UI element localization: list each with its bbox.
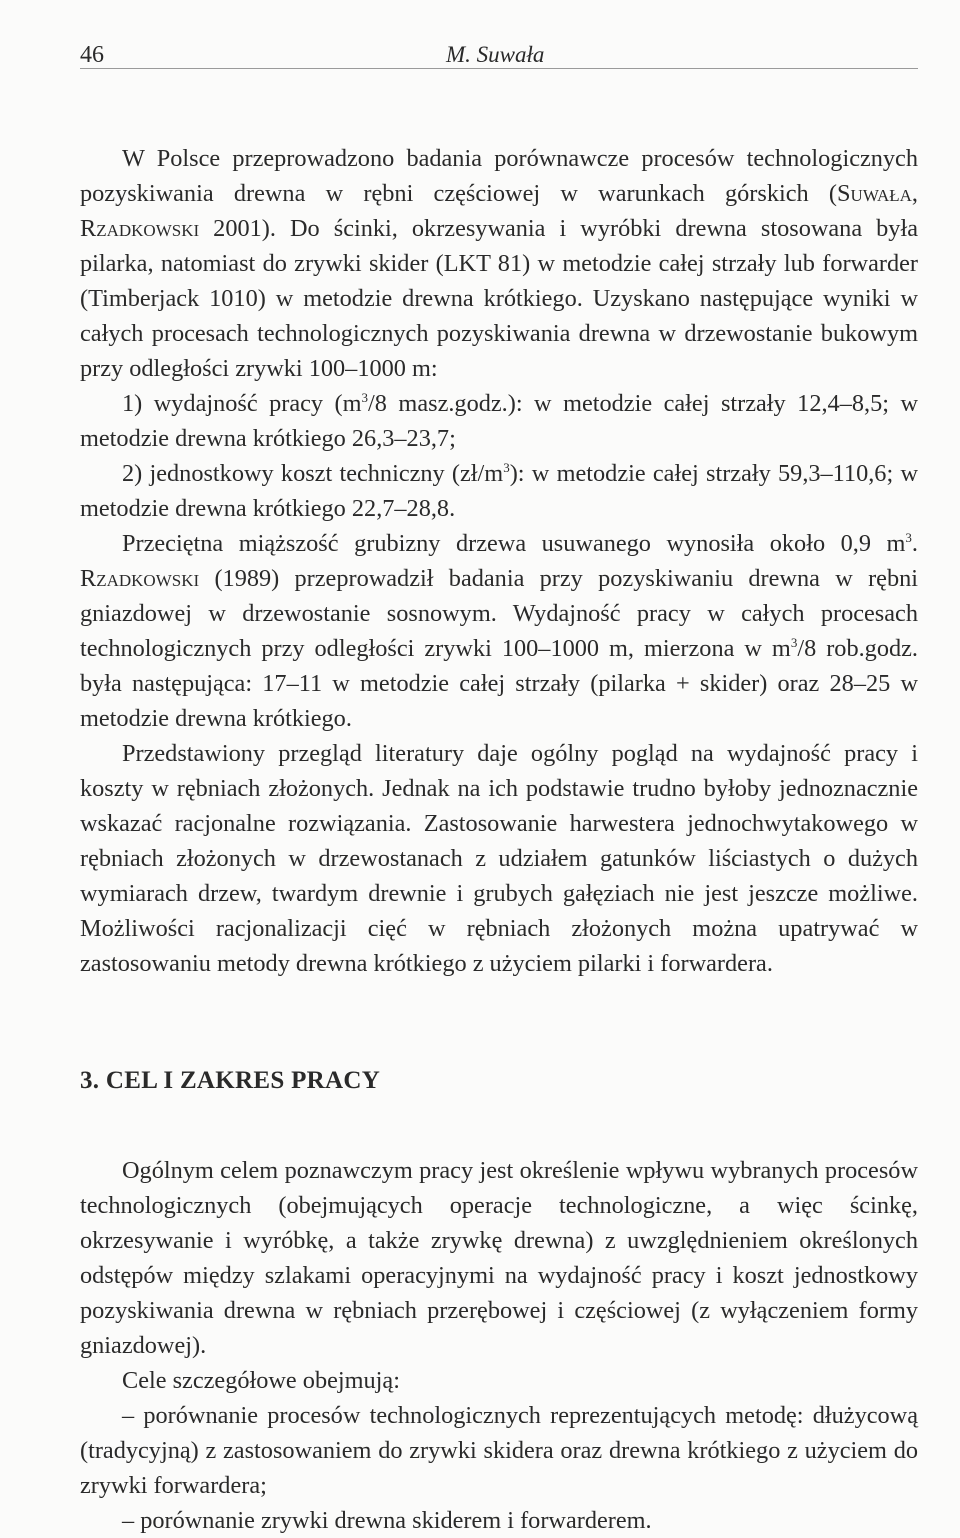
citation-author: Rzadkowski xyxy=(80,215,200,242)
goal-item: – porównanie zrywki drewna skiderem i forwarderem. xyxy=(122,1507,652,1534)
literature-paragraph-3: Przedstawiony przegląd literatury daje ogólny pogląd na wydajność pracy i koszty w rębniach złożonych. Jednak na ich podstawie trudno byłoby jednoznacznie wskazać racjonalne rozwiązania. Zastosowanie harwestera jednochwytakowego w rębniach złożonych w drzewostanach z udziałem gatunków liściastych o dużych wymiarach drzew, twardym drewnie i grubych gałęziach nie jest jeszcze możliwe. Możliwości racjonalizacji cięć w rębniach złożonych można upatrywać w zastosowaniu metody drewna krótkiego z użyciem pilarki i forwardera. xyxy=(80,740,918,977)
body-text xyxy=(80,141,918,1538)
section-heading: 3. CEL I ZAKRES PRACY xyxy=(80,1067,381,1094)
running-author: M. Suwała xyxy=(446,42,545,67)
running-head xyxy=(80,28,918,69)
literature-paragraph-1: W Polsce przeprowadzono badania porównawcze procesów technologicznych pozyskiwania drewna w rębni częściowej w warunkach górskich (Suwała, Rzadkowski 2001). Do ścinki, okrzesywania i wyróbki drewna stosowana była pilarka, natomiast do zrywki skider (LKT 81) w metodzie całej strzały lub forwarder (Timberjack 1010) w metodzie drewna krótkiego. Uzyskano następujące wyniki w całych procesach technologicznych pozyskiwania drewna w drzewostanie bukowym przy odległości zrywki 100–1000 m: xyxy=(80,145,918,382)
citation-author: Suwała xyxy=(837,180,912,207)
section-paragraph-2: Cele szczegółowe obejmują: xyxy=(122,1367,400,1394)
citation-author: Rzadkowski xyxy=(80,565,200,592)
result-item-unit-cost: 2) jednostkowy koszt techniczny $(zł/m^3)$: w metodzie całej strzały 59,3–110,6; w metodzie drewna krótkiego 22,7–28,8. xyxy=(80,460,918,522)
result-item-productivity: 1) wydajność pracy ($m^3/8$ masz.godz.): w metodzie całej strzały 12,4–8,5; w metodzie drewna krótkiego 26,3–23,7; xyxy=(80,390,918,452)
page-number: 46 xyxy=(80,42,104,68)
section-paragraph-1: Ogólnym celem poznawczym pracy jest określenie wpływu wybranych procesów technologicznych (obejmujących operacje technologiczne, a więc ścinkę, okrzesywanie i wyróbkę, a także zrywkę drewna) z uwzględnieniem określonych odstępów między szlakami operacyjnymi na wydajność pracy i koszt jednostkowy pozyskiwania drewna w rębniach przerębowej i częściowej (z wyłączeniem formy gniazdowej). xyxy=(80,1157,918,1359)
literature-paragraph-2: Przeciętna miąższość grubizny drzewa usuwanego wynosiła około 0,9 $m^3$. Rzadkowski (1989) przeprowadził badania przy pozyskiwaniu drewna w rębni gniazdowej w drzewostanie sosnowym. Wydajność pracy w całych procesach technologicznych przy odległości zrywki 100–1000 m, mierzona w $m^3/8$ rob.godz. była następująca: 17–11 w metodzie całej strzały (pilarka + skider) oraz 28–25 w metodzie drewna krótkiego. xyxy=(80,530,918,732)
goal-item: – porównanie procesów technologicznych reprezentujących metodę: dłużycową (tradycyjną) z zastosowaniem do zrywki skidera oraz drewna krótkiego z użyciem do zrywki forwardera; xyxy=(80,1402,918,1499)
page xyxy=(80,28,918,1538)
